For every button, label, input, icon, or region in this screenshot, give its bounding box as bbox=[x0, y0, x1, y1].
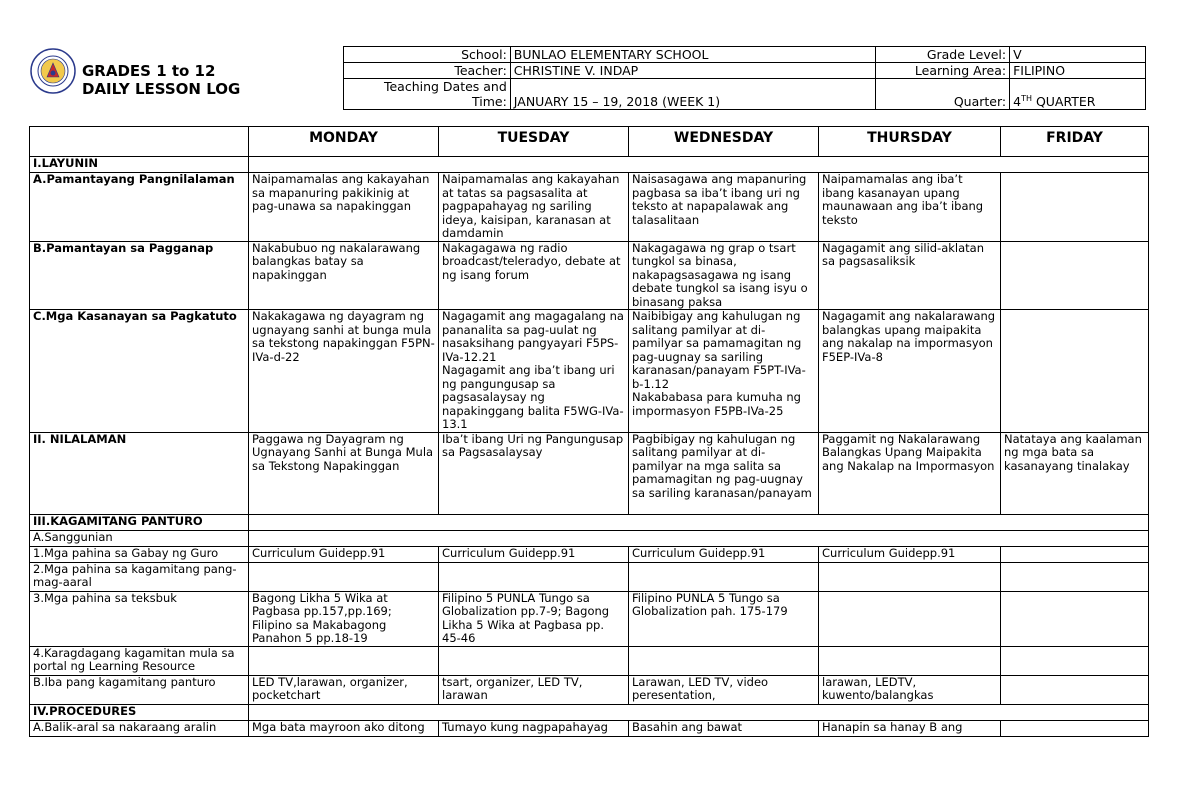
cell-thursday bbox=[819, 562, 1001, 591]
cell-friday bbox=[1001, 310, 1149, 433]
table-row bbox=[30, 241, 1149, 310]
cell-friday bbox=[1001, 646, 1149, 675]
row-label-sanggunian: A.Sanggunian bbox=[30, 530, 249, 546]
cell-monday: Bagong Likha 5 Wika at Pagbasa pp.157,pp.169; Filipino sa Makabagong Panahon 5 pp.18-19 bbox=[249, 591, 439, 646]
day-friday: FRIDAY bbox=[1001, 127, 1149, 157]
cell-wednesday bbox=[629, 562, 819, 591]
cell-thursday: Hanapin sa hanay B ang bbox=[819, 720, 1001, 736]
cell-monday: Mga bata mayroon ako ditong bbox=[249, 720, 439, 736]
quarter-text: QUARTER bbox=[1031, 94, 1096, 109]
table-row bbox=[30, 720, 1149, 736]
cell-tuesday: Tumayo kung nagpapahayag bbox=[439, 720, 629, 736]
row-label-gabay-ng-guro: 1.Mga pahina sa Gabay ng Guro bbox=[30, 546, 249, 562]
grade-level-value: V bbox=[1010, 47, 1146, 63]
cell-monday bbox=[249, 646, 439, 675]
section-layunin: I.LAYUNIN bbox=[30, 157, 249, 173]
cell-tuesday: Naipamamalas ang kakayahan at tatas sa pagsasalita at pagpapahayag ng sariling ideya, kaisipan, karanasan at damdamin bbox=[439, 173, 629, 242]
sanggunian-fill bbox=[249, 530, 1149, 546]
quarter-label bbox=[876, 79, 1010, 110]
cell-friday bbox=[1001, 720, 1149, 736]
table-row bbox=[30, 546, 1149, 562]
cell-monday bbox=[249, 562, 439, 591]
cell-wednesday: Pagbibigay ng kahulugan ng salitang pamilyar at di-pamilyar na mga salita sa pamamagitan ng pag-uugnay sa sariling karanasan/panayam bbox=[629, 432, 819, 514]
learning-area-label: Learning Area: bbox=[876, 63, 1010, 79]
cell-tuesday bbox=[439, 646, 629, 675]
cell-tuesday: Filipino 5 PUNLA Tungo sa Globalization pp.7-9; Bagong Likha 5 Wika at Pagbasa pp. 45-46 bbox=[439, 591, 629, 646]
title-line-2: DAILY LESSON LOG bbox=[82, 80, 241, 98]
day-wednesday: WEDNESDAY bbox=[629, 127, 819, 157]
teaching-dates-label bbox=[344, 79, 511, 110]
cell-wednesday: Basahin ang bawat bbox=[629, 720, 819, 736]
teacher-label: Teacher: bbox=[344, 63, 511, 79]
quarter-superscript: TH bbox=[1021, 93, 1032, 103]
row-label-kagamitang-mag-aaral: 2.Mga pahina sa kagamitang pang-mag-aaral bbox=[30, 562, 249, 591]
deped-seal-logo bbox=[30, 48, 76, 94]
row-label-teksbuk: 3.Mga pahina sa teksbuk bbox=[30, 591, 249, 646]
table-row bbox=[30, 675, 1149, 704]
cell-friday: Natataya ang kaalaman ng mga bata sa kasanayang tinalakay bbox=[1001, 432, 1149, 514]
cell-friday bbox=[1001, 546, 1149, 562]
cell-monday: Nakakagawa ng dayagram ng ugnayang sanhi at bunga mula sa tekstong napakinggan F5PN-IVa-d-22 bbox=[249, 310, 439, 433]
title-line-1: GRADES 1 to 12 bbox=[82, 62, 216, 80]
table-row bbox=[30, 591, 1149, 646]
cell-thursday: Curriculum Guidepp.91 bbox=[819, 546, 1001, 562]
cell-thursday: Nagagamit ang silid-aklatan sa pagsasaliksik bbox=[819, 241, 1001, 310]
cell-friday bbox=[1001, 591, 1149, 646]
section-kagamitan: III.KAGAMITANG PANTURO bbox=[30, 514, 249, 530]
row-label-pamantayan-sa-pagganap: B.Pamantayan sa Pagganap bbox=[30, 241, 249, 310]
corner-cell bbox=[30, 127, 249, 157]
cell-monday: Nakabubuo ng nakalarawang balangkas batay sa napakinggan bbox=[249, 241, 439, 310]
row-label-pamantayang-pangnilalaman: A.Pamantayang Pangnilalaman bbox=[30, 173, 249, 242]
teaching-dates-label-line1: Teaching Dates and bbox=[383, 79, 507, 94]
quarter-number: 4 bbox=[1013, 94, 1022, 109]
cell-tuesday: tsart, organizer, LED TV, larawan bbox=[439, 675, 629, 704]
header-info-table bbox=[343, 46, 1146, 110]
section-kagamitan-row bbox=[30, 514, 1149, 530]
days-header-row bbox=[30, 127, 1149, 157]
school-label: School: bbox=[344, 47, 511, 63]
quarter-value bbox=[1010, 79, 1146, 110]
teacher-value: CHRISTINE V. INDAP bbox=[510, 63, 875, 79]
table-row bbox=[30, 173, 1149, 242]
cell-monday: Naipamamalas ang kakayahan sa mapanuring pakikinig at pag-unawa sa napakinggan bbox=[249, 173, 439, 242]
cell-friday bbox=[1001, 173, 1149, 242]
row-label-iba-pang-kagamitan: B.Iba pang kagamitang panturo bbox=[30, 675, 249, 704]
row-label-mga-kasanayan: C.Mga Kasanayan sa Pagkatuto bbox=[30, 310, 249, 433]
day-thursday: THURSDAY bbox=[819, 127, 1001, 157]
table-row bbox=[30, 646, 1149, 675]
cell-thursday bbox=[819, 646, 1001, 675]
cell-wednesday: Curriculum Guidepp.91 bbox=[629, 546, 819, 562]
section-procedures: IV.PROCEDURES bbox=[30, 704, 249, 720]
section-procedures-row bbox=[30, 704, 1149, 720]
row-label-nilalaman: II. NILALAMAN bbox=[30, 432, 249, 514]
cell-tuesday: Curriculum Guidepp.91 bbox=[439, 546, 629, 562]
school-value: BUNLAO ELEMENTARY SCHOOL bbox=[510, 47, 875, 63]
cell-wednesday: Naisasagawa ang mapanuring pagbasa sa iba’t ibang uri ng teksto at napapalawak ang talasalitaan bbox=[629, 173, 819, 242]
teaching-dates-value bbox=[510, 79, 875, 110]
teaching-dates-label-line2: Time: bbox=[471, 94, 507, 109]
cell-thursday: Nagagamit ang nakalarawang balangkas upang maipakita ang nakalap na impormasyon F5EP-IVa-8 bbox=[819, 310, 1001, 433]
cell-tuesday: Iba’t ibang Uri ng Pangungusap sa Pagsasalaysay bbox=[439, 432, 629, 514]
cell-wednesday: Nakagagawa ng grap o tsart tungkol sa binasa, nakapagsasagawa ng isang debate tungkol sa isang isyu o binasang paksa bbox=[629, 241, 819, 310]
cell-friday bbox=[1001, 675, 1149, 704]
cell-monday: Paggawa ng Dayagram ng Ugnayang Sanhi at Bunga Mula sa Tekstong Napakinggan bbox=[249, 432, 439, 514]
teaching-dates-text: JANUARY 15 – 19, 2018 (WEEK 1) bbox=[513, 94, 721, 109]
grade-level-label: Grade Level: bbox=[876, 47, 1010, 63]
quarter-label-text: Quarter: bbox=[953, 94, 1007, 109]
cell-friday bbox=[1001, 241, 1149, 310]
cell-friday bbox=[1001, 562, 1149, 591]
cell-wednesday: Larawan, LED TV, video peresentation, bbox=[629, 675, 819, 704]
section-kagamitan-fill bbox=[249, 514, 1149, 530]
learning-area-value: FILIPINO bbox=[1010, 63, 1146, 79]
table-row bbox=[30, 432, 1149, 514]
section-procedures-fill bbox=[249, 704, 1149, 720]
section-layunin-fill bbox=[249, 157, 1149, 173]
table-row bbox=[30, 310, 1149, 433]
cell-wednesday: Naibibigay ang kahulugan ng salitang pamilyar at di-pamilyar sa pamamagitan ng pag-uugnay sa sariling karanasan/panayam F5PT-IVa-b-1.12 Nakababasa para kumuha ng impormasyon F5PB-IVa-25 bbox=[629, 310, 819, 433]
table-row bbox=[30, 530, 1149, 546]
cell-thursday: larawan, LEDTV, kuwento/balangkas bbox=[819, 675, 1001, 704]
cell-tuesday: Nagagamit ang magagalang na pananalita sa pag-uulat ng nasaksihang pangyayari F5PS-IVa-12.21 Nagagamit ang iba’t ibang uri ng pangungusap sa pagsasalaysay ng napakinggang balita F5WG-IVa-13.1 bbox=[439, 310, 629, 433]
cell-monday: LED TV,larawan, organizer, pocketchart bbox=[249, 675, 439, 704]
cell-wednesday: Filipino PUNLA 5 Tungo sa Globalization pah. 175-179 bbox=[629, 591, 819, 646]
cell-tuesday bbox=[439, 562, 629, 591]
cell-thursday: Naipamamalas ang iba’t ibang kasanayan upang maunawaan ang iba’t ibang teksto bbox=[819, 173, 1001, 242]
day-monday: MONDAY bbox=[249, 127, 439, 157]
day-tuesday: TUESDAY bbox=[439, 127, 629, 157]
section-layunin-row bbox=[30, 157, 1149, 173]
row-label-balik-aral: A.Balik-aral sa nakaraang aralin bbox=[30, 720, 249, 736]
row-label-karagdagang-kagamitan: 4.Karagdagang kagamitan mula sa portal ng Learning Resource bbox=[30, 646, 249, 675]
document-title bbox=[82, 62, 240, 98]
cell-thursday bbox=[819, 591, 1001, 646]
cell-wednesday bbox=[629, 646, 819, 675]
table-row bbox=[30, 562, 1149, 591]
cell-monday: Curriculum Guidepp.91 bbox=[249, 546, 439, 562]
cell-tuesday: Nakagagawa ng radio broadcast/teleradyo, debate at ng isang forum bbox=[439, 241, 629, 310]
lesson-log-table bbox=[29, 126, 1149, 737]
cell-thursday: Paggamit ng Nakalarawang Balangkas Upang Maipakita ang Nakalap na Impormasyon bbox=[819, 432, 1001, 514]
